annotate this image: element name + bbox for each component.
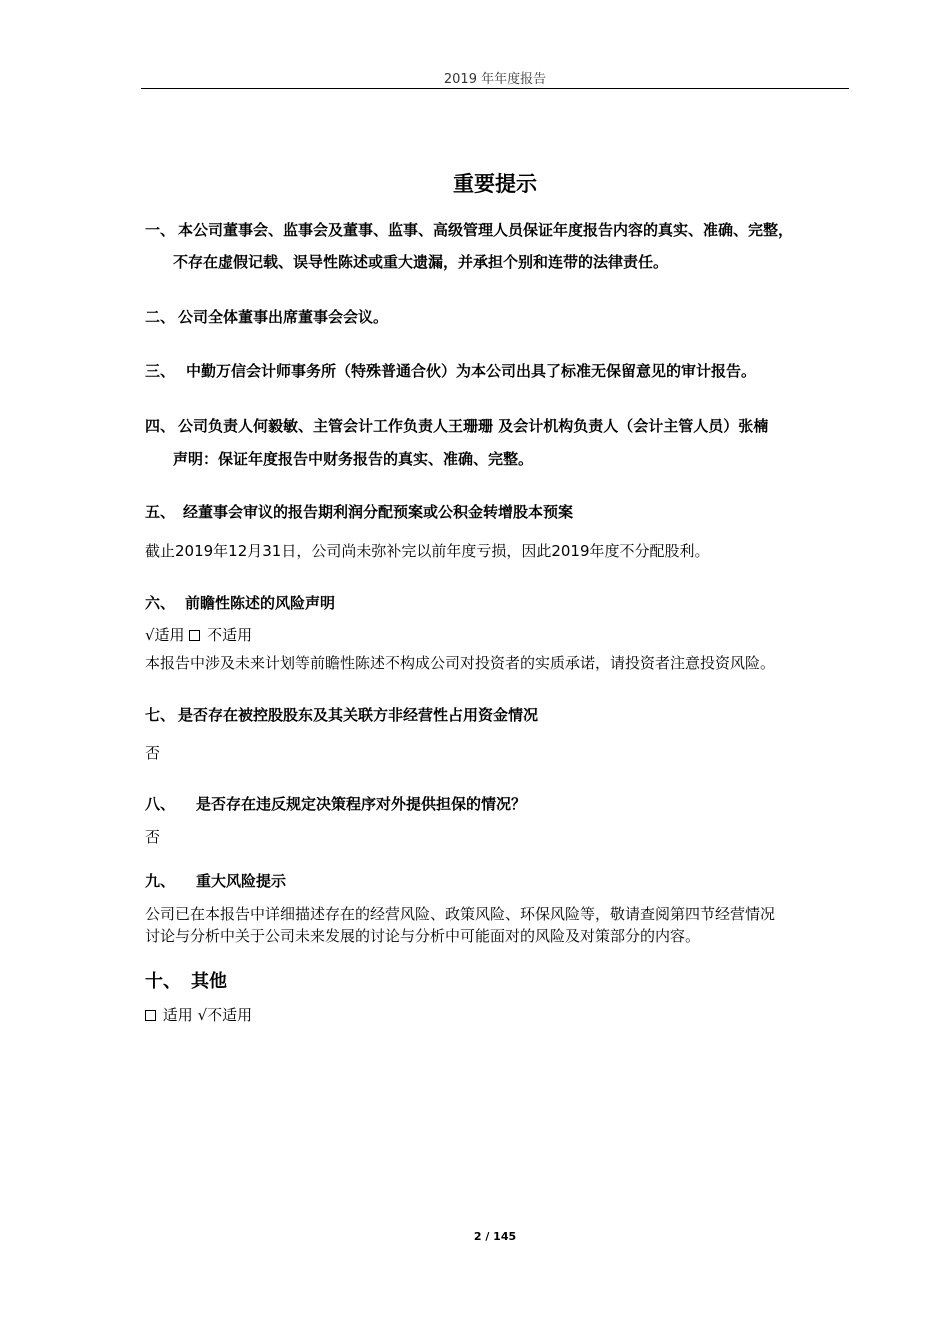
item-5-body: 截止2019年12月31日，公司尚未弥补完以前年度亏损，因此2019年度不分配股利。 [145, 542, 710, 560]
item-10-number: 十、 [145, 971, 181, 992]
item-1-line1: 本公司董事会、监事会及董事、监事、高级管理人员保证年度报告内容的真实、准确、完整， [178, 221, 794, 239]
page-header: 2019 年年度报告 [443, 72, 547, 87]
item-6-heading: 前瞻性陈述的风险声明 [185, 594, 336, 612]
page-title: 重要提示 [453, 172, 537, 196]
item-6-body: 本报告中涉及未来计划等前瞻性陈述不构成公司对投资者的实质承诺，请投资者注意投资风险。 [145, 654, 776, 672]
item-7-body: 否 [145, 744, 161, 762]
item-9-body-line1: 公司已在本报告中详细描述存在的经营风险、政策风险、环保风险等，敬请查阅第四节经营情况 [145, 905, 776, 923]
item-3-number: 三、 [145, 362, 176, 380]
item-4-line2: 声明：保证年度报告中财务报告的真实、准确、完整。 [173, 450, 534, 468]
not-applicable-option: √不适用 [197, 1006, 253, 1024]
item-5-number: 五、 [145, 503, 176, 521]
item-6-number: 六、 [145, 594, 176, 612]
item-9-number: 九、 [145, 872, 176, 890]
item-3-line1: 中勤万信会计师事务所（特殊普通合伙）为本公司出具了标准无保留意见的审计报告。 [186, 362, 757, 380]
item-6-check-row [145, 624, 252, 645]
not-applicable-option: 不适用 [207, 626, 253, 644]
item-9-body-line2: 讨论与分析中关于公司未来发展的讨论与分析中可能面对的风险及对策部分的内容。 [145, 927, 701, 945]
item-8-number: 八、 [145, 795, 176, 813]
item-5-heading: 经董事会审议的报告期利润分配预案或公积金转增股本预案 [183, 503, 574, 521]
item-9-heading: 重大风险提示 [196, 872, 287, 890]
unchecked-box-icon [145, 1010, 156, 1021]
item-8-body: 否 [145, 828, 161, 846]
item-7-heading: 是否存在被控股股东及其关联方非经营性占用资金情况 [178, 706, 539, 724]
applicable-option: 适用 [162, 1006, 198, 1024]
item-1-number: 一、 [145, 221, 176, 239]
item-10-check-row [145, 1004, 252, 1025]
page-number: 2 / 145 [473, 1230, 517, 1243]
header-divider [141, 88, 849, 89]
item-8-heading: 是否存在违反规定决策程序对外提供担保的情况？ [196, 795, 527, 813]
item-2-number: 二、 [145, 308, 176, 326]
item-1-line2: 不存在虚假记载、误导性陈述或重大遗漏，并承担个别和连带的法律责任。 [173, 253, 669, 271]
item-2-line1: 公司全体董事出席董事会会议。 [178, 308, 389, 326]
item-7-number: 七、 [145, 706, 176, 724]
applicable-option: √适用 [145, 626, 190, 644]
item-4-number: 四、 [145, 417, 176, 435]
item-10-heading: 其他 [191, 971, 227, 992]
item-4-line1: 公司负责人何毅敏、主管会计工作负责人王珊珊 及会计机构负责人（会计主管人员）张楠 [178, 417, 769, 435]
unchecked-box-icon [189, 630, 200, 641]
